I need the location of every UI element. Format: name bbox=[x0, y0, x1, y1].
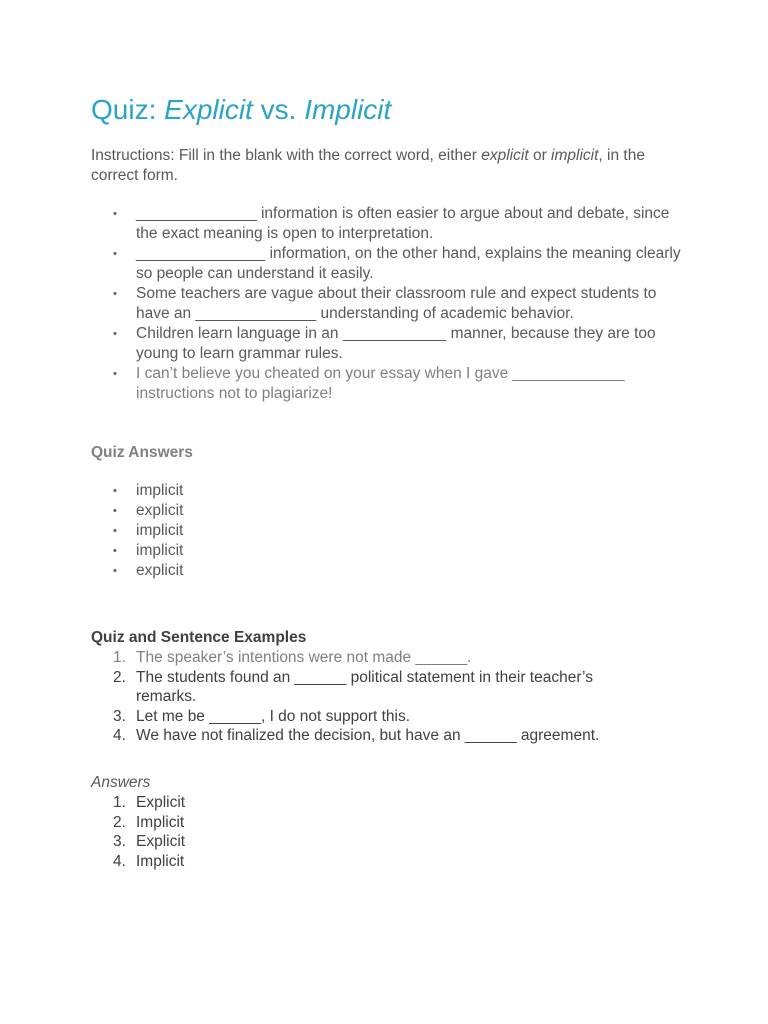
instructions-or: or bbox=[528, 147, 552, 164]
example-text: We have not finalized the decision, but have an ______ agreement. bbox=[136, 727, 600, 744]
answer-text: Explicit bbox=[136, 833, 186, 850]
examples-list bbox=[91, 648, 651, 746]
title-word-explicit: Explicit bbox=[164, 94, 253, 125]
instructions-after: , in the correct form. bbox=[91, 147, 645, 184]
answer-text: Implicit bbox=[136, 852, 185, 870]
answer-item bbox=[91, 793, 651, 813]
answer-number: 1. bbox=[113, 794, 126, 811]
quiz-answer-list bbox=[91, 481, 691, 581]
example-number: 1. bbox=[113, 649, 126, 666]
example-item bbox=[91, 726, 651, 746]
quiz-answer-item: • implicit bbox=[91, 521, 691, 541]
answer-item bbox=[91, 852, 651, 872]
example-number: 4. bbox=[113, 727, 126, 744]
answer-text: Explicit bbox=[136, 794, 186, 811]
question-item: • _______________ information, on the other hand, explains the meaning clearly so people can understand it easily. bbox=[91, 244, 691, 284]
example-number: 3. bbox=[113, 707, 126, 725]
example-text: The speaker’s intentions were not made ______. bbox=[136, 649, 472, 666]
title-word-implicit: Implicit bbox=[304, 94, 392, 125]
title-prefix: Quiz: bbox=[91, 94, 165, 125]
answer-item bbox=[91, 813, 651, 833]
question-item: • ______________ information is often easier to argue about and debate, since the exact meaning is open to interpretation. bbox=[91, 204, 691, 244]
examples-heading: Quiz and Sentence Examples bbox=[91, 629, 307, 646]
instructions-word-explicit: explicit bbox=[481, 147, 529, 164]
question-item: • Children learn language in an ____________ manner, because they are too young to learn grammar rules. bbox=[91, 324, 691, 364]
quiz-answer-item: • explicit bbox=[91, 561, 691, 581]
example-text: The students found an ______ political statement in their teacher’s remarks. bbox=[136, 668, 593, 705]
example-text: Let me be ______, I do not support this. bbox=[136, 707, 411, 725]
answer-text: Implicit bbox=[136, 813, 185, 831]
answer-item bbox=[91, 832, 651, 852]
example-item bbox=[91, 668, 651, 707]
answer-number: 3. bbox=[113, 833, 126, 850]
instructions-text bbox=[91, 146, 691, 186]
example-number: 2. bbox=[113, 668, 126, 686]
question-item: • Some teachers are vague about their classroom rule and expect students to have an ______________ understanding of academic behavior. bbox=[91, 284, 691, 324]
quiz-answers-heading: Quiz Answers bbox=[91, 444, 193, 461]
instructions-before: Instructions: Fill in the blank with the correct word, either bbox=[91, 147, 482, 164]
example-item bbox=[91, 707, 651, 727]
quiz-answer-item: • explicit bbox=[91, 501, 691, 521]
answer-number: 4. bbox=[113, 852, 126, 870]
instructions-word-implicit: implicit bbox=[551, 147, 599, 164]
example-item bbox=[91, 648, 651, 668]
quiz-answer-item: • implicit bbox=[91, 541, 691, 561]
answers-heading: Answers bbox=[91, 774, 151, 791]
answers-list bbox=[91, 793, 651, 871]
question-item: • I can’t believe you cheated on your essay when I gave _____________ instructions not to plagiarize! bbox=[91, 364, 691, 404]
question-list bbox=[91, 204, 691, 404]
answer-number: 2. bbox=[113, 813, 126, 831]
title-middle: vs. bbox=[252, 94, 305, 125]
quiz-answer-item: • implicit bbox=[91, 481, 691, 501]
page-title bbox=[91, 92, 391, 128]
